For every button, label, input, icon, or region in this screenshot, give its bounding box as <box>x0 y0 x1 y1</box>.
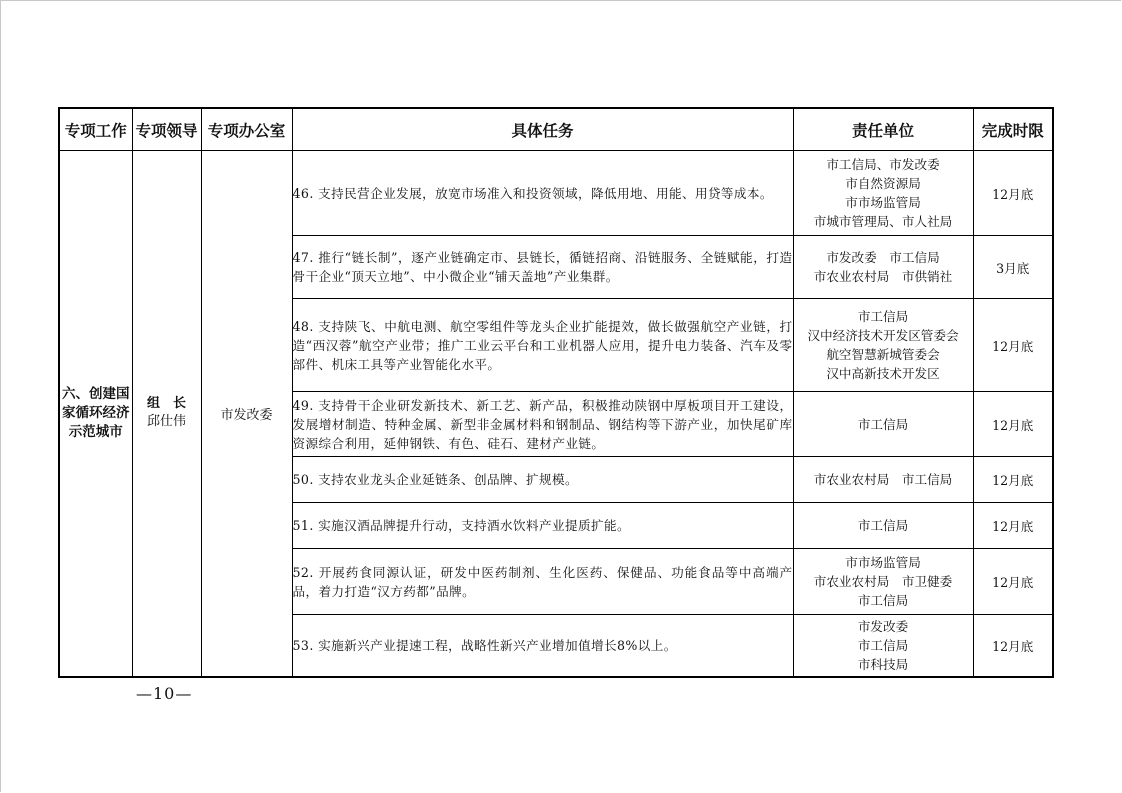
header-deadline: 完成时限 <box>973 108 1053 151</box>
unit-line: 市发改委 市工信局 <box>826 250 940 265</box>
unit-line: 市农业农村局 市供销社 <box>813 269 953 284</box>
task-cell: 52. 开展药食同源认证，研发中医药制剂、生化医药、保健品、功能食品等中高端产品，着力打造“汉方药都”品牌。 <box>292 549 793 615</box>
header-special-work: 专项工作 <box>59 108 132 151</box>
unit-line: 市工信局 <box>857 416 909 432</box>
task-table <box>58 107 1054 678</box>
unit-line: 市市场监管局 <box>845 555 921 570</box>
unit-line: 市城市管理局、市人社局 <box>813 214 953 229</box>
unit-cell <box>793 151 973 236</box>
header-special-office: 专项办公室 <box>201 108 292 151</box>
leader-role: 组 长 <box>146 396 186 412</box>
deadline-cell: 12月底 <box>973 549 1053 615</box>
unit-line: 市工信局 <box>857 309 909 324</box>
unit-line: 市农业农村局 市工信局 <box>813 472 953 487</box>
unit-cell <box>793 615 973 677</box>
header-specific-task: 具体任务 <box>292 108 793 151</box>
task-cell: 53. 实施新兴产业提速工程，战略性新兴产业增加值增长8%以上。 <box>292 615 793 677</box>
leader-name: 邱仕伟 <box>146 414 186 430</box>
unit-cell <box>793 457 973 503</box>
deadline-cell: 12月底 <box>973 151 1053 236</box>
deadline-cell: 12月底 <box>973 457 1053 503</box>
unit-cell <box>793 299 973 392</box>
header-special-leader: 专项领导 <box>132 108 201 151</box>
deadline-cell: 3月底 <box>973 236 1053 299</box>
special-office-cell: 市发改委 <box>201 151 292 677</box>
unit-line: 市工信局 <box>857 637 909 653</box>
deadline-cell: 12月底 <box>973 299 1053 392</box>
deadline-cell: 12月底 <box>973 392 1053 457</box>
task-cell: 49. 支持骨干企业研发新技术、新工艺、新产品，积极推动陕钢中厚板项目开工建设，发展增材制造、特种金属、新型非金属材料和钢制品、钢结构等下游产业，加快尾矿库资源综合利用，延伸钢铁、有色、硅石、建材产业链。 <box>292 392 793 457</box>
special-work-cell: 六、创建国家循环经济示范城市 <box>59 151 132 677</box>
unit-cell <box>793 236 973 299</box>
unit-cell <box>793 503 973 549</box>
task-cell: 46. 支持民营企业发展，放宽市场准入和投资领域，降低用地、用能、用贷等成本。 <box>292 151 793 236</box>
task-cell: 51. 实施汉酒品牌提升行动，支持酒水饮料产业提质扩能。 <box>292 503 793 549</box>
table-row <box>59 151 1053 236</box>
unit-line: 市科技局 <box>857 656 909 672</box>
unit-line: 汉中高新技术开发区 <box>826 366 940 381</box>
task-cell: 50. 支持农业龙头企业延链条、创品牌、扩规模。 <box>292 457 793 503</box>
unit-cell <box>793 549 973 615</box>
unit-line: 市工信局、市发改委 <box>826 157 940 172</box>
unit-line: 市工信局 <box>857 518 909 533</box>
special-leader-cell <box>132 151 201 677</box>
unit-line: 市发改委 <box>857 618 909 634</box>
header-responsible-unit: 责任单位 <box>793 108 973 151</box>
unit-line: 市农业农村局 市卫健委 <box>813 574 953 589</box>
task-cell: 48. 支持陕飞、中航电测、航空零组件等龙头企业扩能提效，做长做强航空产业链，打造“西汉蓉”航空产业带；推广工业云平台和工业机器人应用，提升电力装备、汽车及零部件、机床工具等产业智能化水平。 <box>292 299 793 392</box>
task-cell: 47. 推行“链长制”，逐产业链确定市、县链长，循链招商、沿链服务、全链赋能，打造骨干企业“顶天立地”、中小微企业“铺天盖地”产业集群。 <box>292 236 793 299</box>
unit-line: 汉中经济技术开发区管委会 <box>807 328 959 343</box>
deadline-cell: 12月底 <box>973 503 1053 549</box>
page-number: —10— <box>136 684 193 703</box>
unit-line: 市自然资源局 <box>845 176 921 191</box>
unit-cell <box>793 392 973 457</box>
unit-line: 市工信局 <box>857 593 909 608</box>
unit-line: 市市场监管局 <box>845 195 921 210</box>
deadline-cell: 12月底 <box>973 615 1053 677</box>
header-row <box>59 108 1053 151</box>
unit-line: 航空智慧新城管委会 <box>826 347 940 362</box>
